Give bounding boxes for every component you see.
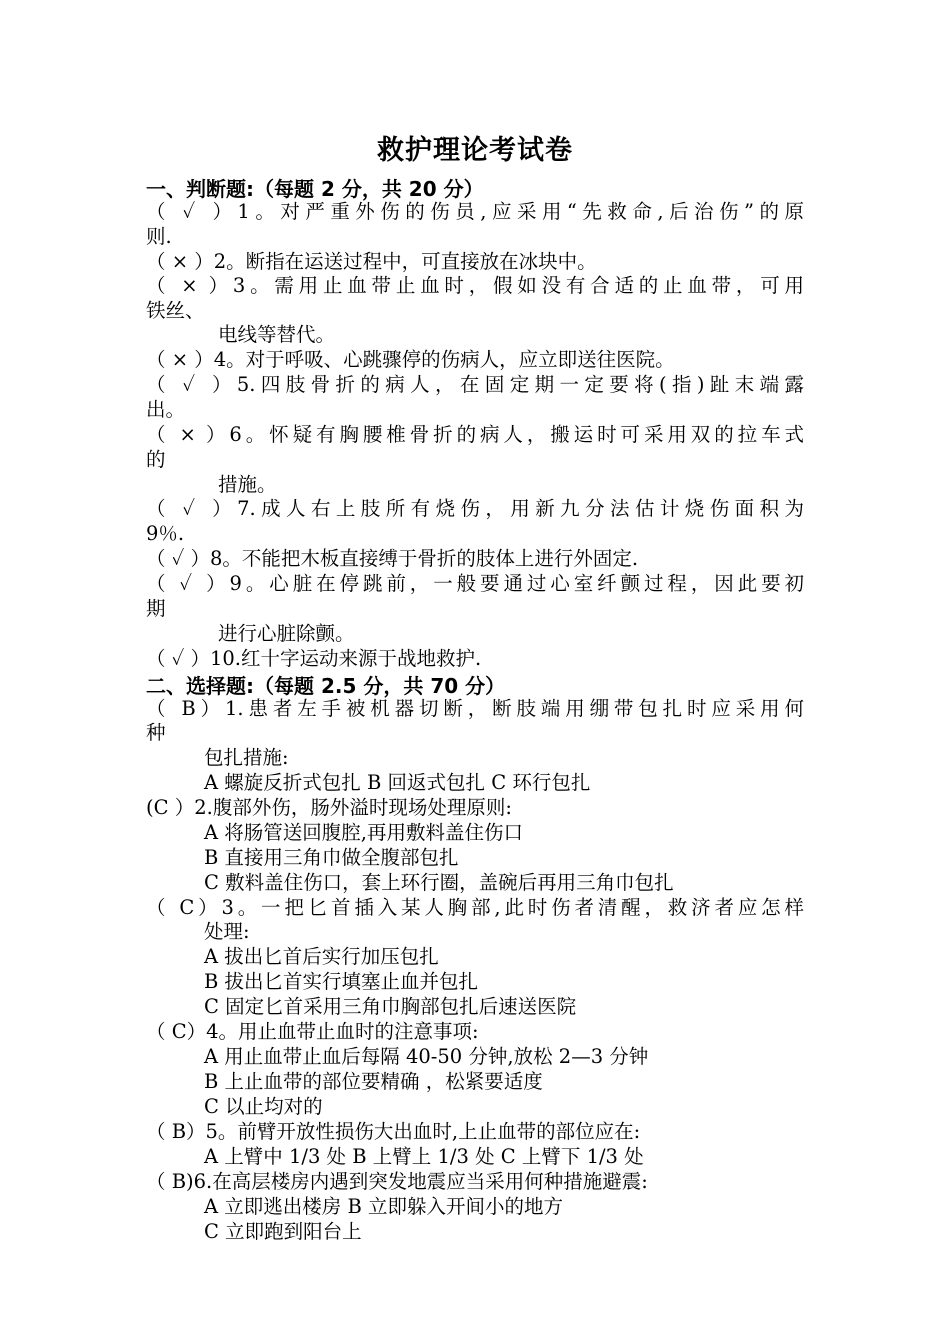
tf-question-5-line-1: （ ✓ ）5.四肢骨折的病人，在固定期一定要将(指)趾末端露 bbox=[146, 373, 804, 396]
tf-question-1-line-1: （ ✓ ）1。对严重外伤的伤员,应采用“先救命,后治伤”的原 bbox=[146, 200, 804, 223]
mc-question-6-options-ab: A 立即逃出楼房 B 立即躲入开间小的地方 bbox=[204, 1195, 564, 1218]
mc-question-2-option-b: B 直接用三角巾做全腹部包扎 bbox=[204, 846, 459, 869]
tf-question-9-line-1: （ ✓ ）9。心脏在停跳前，一般要通过心室纤颤过程，因此要初 bbox=[146, 572, 804, 595]
tf-question-9-line-3: 进行心脏除颤。 bbox=[218, 622, 355, 645]
tf-question-6-line-2: 的 bbox=[146, 448, 166, 471]
mc-question-1-options: A 螺旋反折式包扎 B 回返式包扎 C 环行包扎 bbox=[204, 771, 591, 794]
mc-question-3-option-c: C 固定匕首采用三角巾胸部包扎后速送医院 bbox=[204, 995, 577, 1018]
mc-question-6: （ B)6.在高层楼房内遇到突发地震应当采用何种措施避震: bbox=[146, 1170, 648, 1193]
tf-question-3-line-1: （ × ）3。需用止血带止血时，假如没有合适的止血带，可用 bbox=[146, 274, 804, 297]
mc-question-1-line-2: 种 bbox=[146, 721, 166, 744]
tf-question-7-line-2: 9％. bbox=[146, 522, 185, 545]
section-heading-multiple-choice: 二、选择题:（每题 2.5 分，共 70 分） bbox=[146, 674, 506, 698]
mc-question-3-line-2: 处理: bbox=[204, 920, 250, 943]
mc-question-1-line-3: 包扎措施: bbox=[204, 746, 289, 769]
section-heading-true-false: 一、判断题:（每题 2 分，共 20 分） bbox=[146, 177, 484, 201]
tf-question-7-line-1: （ ✓ ）7.成人右上肢所有烧伤，用新九分法估计烧伤面积为 bbox=[146, 497, 804, 520]
tf-question-4: （ × ）4。对于呼吸、心跳骤停的伤病人，应立即送往医院。 bbox=[146, 348, 675, 371]
tf-question-6-line-3: 措施。 bbox=[218, 473, 277, 496]
mc-question-6-option-c: C 立即跑到阳台上 bbox=[204, 1220, 362, 1243]
tf-question-5-line-2: 出。 bbox=[146, 398, 186, 421]
tf-question-9-line-2: 期 bbox=[146, 597, 166, 620]
mc-question-4: （ C）4。用止血带止血时的注意事项: bbox=[146, 1020, 479, 1043]
tf-question-3-line-3: 电线等替代。 bbox=[218, 323, 336, 346]
mc-question-2-option-c: C 敷料盖住伤口，套上环行圈，盖碗后再用三角巾包扎 bbox=[204, 871, 674, 894]
mc-question-4-option-a: A 用止血带止血后每隔 40-50 分钟,放松 2—3 分钟 bbox=[204, 1045, 649, 1068]
mc-question-4-option-c: C 以止均对的 bbox=[204, 1095, 323, 1118]
mc-question-5-options: A 上臂中 1/3 处 B 上臂上 1/3 处 C 上臂下 1/3 处 bbox=[204, 1145, 644, 1168]
tf-question-8: （ ✓ ）8。不能把木板直接缚于骨折的肢体上进行外固定. bbox=[146, 547, 639, 570]
mc-question-4-option-b: B 上止血带的部位要精确 ，松紧要适度 bbox=[204, 1070, 543, 1093]
tf-question-2: （ × ）2。断指在运送过程中，可直接放在冰块中。 bbox=[146, 250, 597, 273]
tf-question-10: （ ✓ ）10.红十字运动来源于战地救护. bbox=[146, 647, 482, 670]
mc-question-2-option-a: A 将肠管送回腹腔,再用敷料盖住伤口 bbox=[204, 821, 523, 844]
tf-question-6-line-1: （ × ）6。怀疑有胸腰椎骨折的病人，搬运时可采用双的拉车式 bbox=[146, 423, 804, 446]
tf-question-1-line-2: 则. bbox=[146, 225, 172, 248]
mc-question-2: (C ）2.腹部外伤，肠外溢时现场处理原则: bbox=[146, 796, 512, 819]
mc-question-3-option-b: B 拔出匕首实行填塞止血并包扎 bbox=[204, 970, 479, 993]
mc-question-1-line-1: （ B）1.患者左手被机器切断，断肢端用绷带包扎时应采用何 bbox=[146, 697, 804, 720]
mc-question-3-option-a: A 拔出匕首后实行加压包扎 bbox=[204, 945, 439, 968]
mc-question-5: （ B）5。前臂开放性损伤大出血时,上止血带的部位应在: bbox=[146, 1120, 641, 1143]
page-title: 救护理论考试卷 bbox=[377, 135, 573, 166]
tf-question-3-line-2: 铁丝、 bbox=[146, 299, 205, 322]
mc-question-3-line-1: （ C）3。一把匕首插入某人胸部,此时伤者清醒，救济者应怎样 bbox=[146, 896, 804, 919]
